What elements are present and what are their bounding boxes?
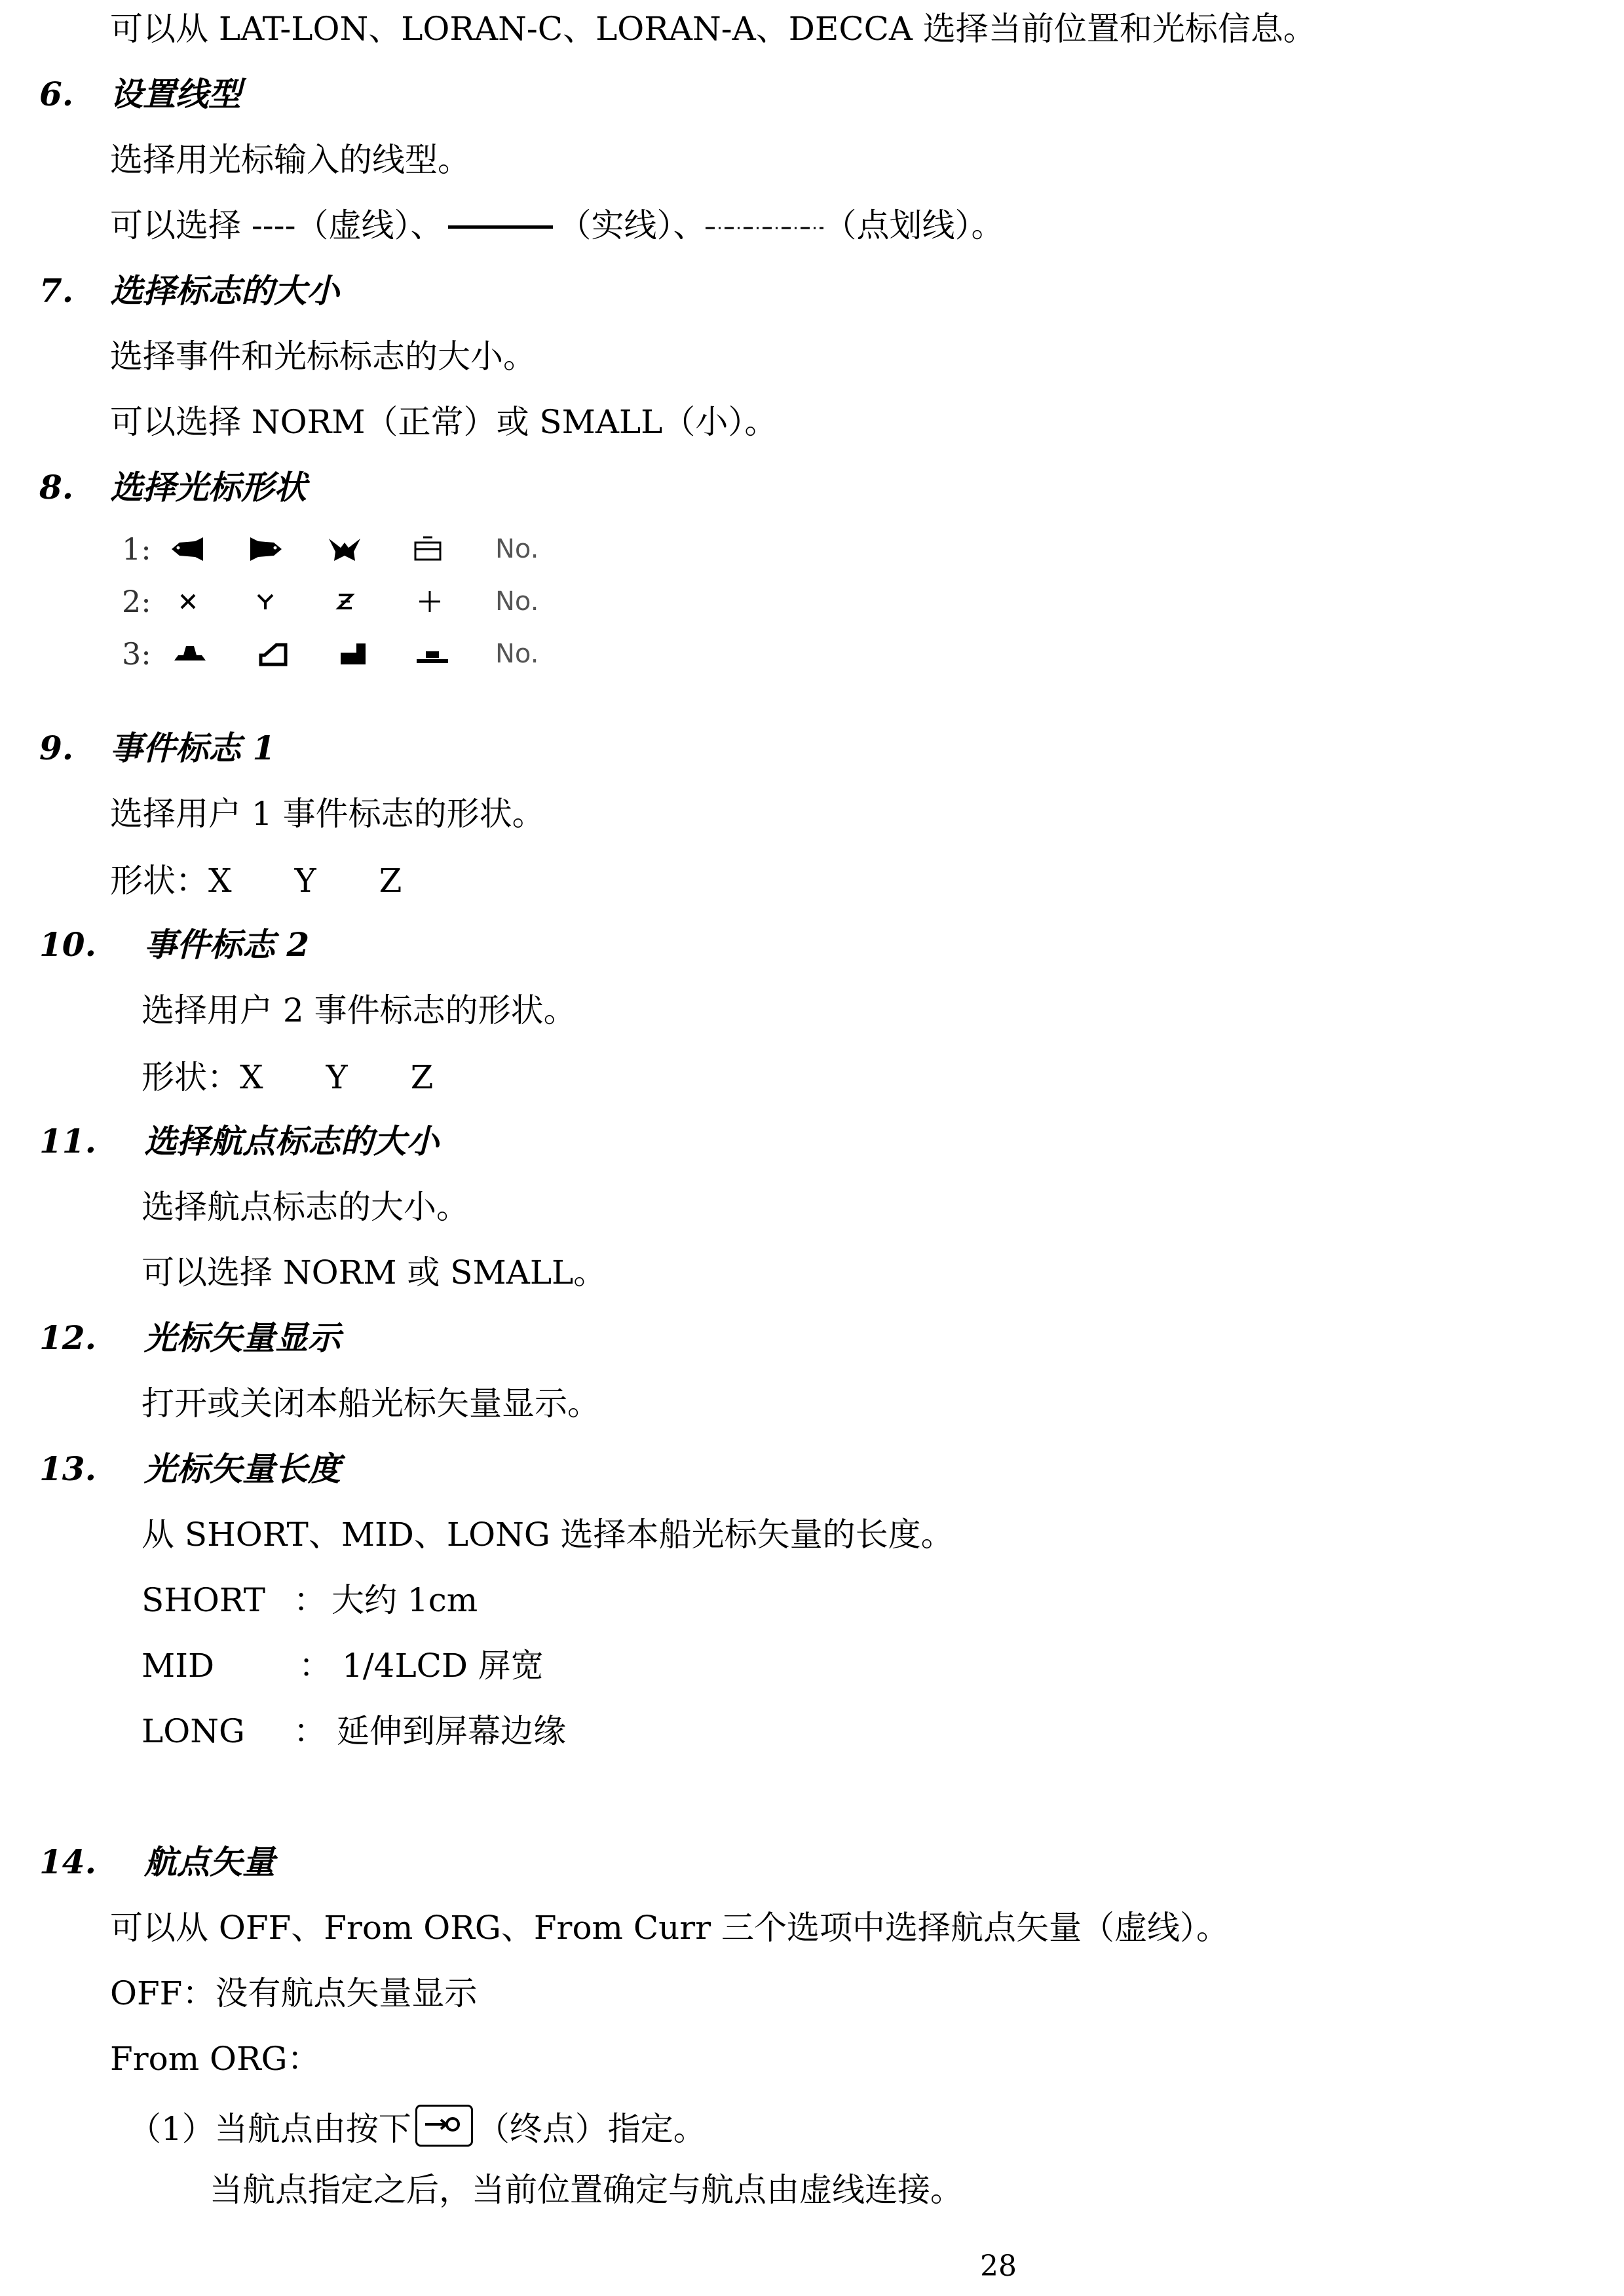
section-title: 光标矢量长度 [144, 1449, 341, 1488]
section-number: 11. [39, 1122, 96, 1160]
item-sep: ： [293, 1712, 326, 1750]
section-title: 光标矢量显示 [144, 1318, 341, 1357]
flag-outline-icon [258, 641, 288, 667]
section-11-heading [39, 1122, 439, 1161]
shape-x: X [208, 862, 232, 900]
cursor-shape-row-1 [122, 529, 580, 569]
s13-item-long [142, 1712, 566, 1751]
shape-x: X [240, 1058, 263, 1096]
shapes-label: 形状： [110, 862, 208, 900]
solid-line-sample [448, 225, 553, 229]
section-title: 设置线型 [110, 75, 241, 113]
item-desc: 大约 1cm [331, 1581, 478, 1619]
box-icon [413, 536, 443, 562]
section-number: 8. [39, 468, 74, 507]
section-14-heading [39, 1843, 275, 1882]
s13-item-mid [142, 1646, 544, 1685]
s6-line1: 选择用光标输入的线型。 [110, 141, 470, 179]
intro-line: 可以从 LAT-LON、LORAN-C、LORAN-A、DECCA 选择当前位置和光标信息。 [110, 10, 1316, 48]
s13-item-short [142, 1580, 478, 1620]
item-key: SHORT [142, 1581, 265, 1619]
shape-z: Z [410, 1058, 434, 1096]
s7-line2: 可以选择 NORM（正常）或 SMALL（小）。 [110, 403, 778, 441]
section-10-heading [39, 925, 310, 965]
flag-solid-icon [338, 641, 368, 667]
section-number: 9. [39, 729, 74, 767]
cursor-shape-row-3 [122, 634, 580, 674]
no-label: No. [495, 639, 539, 669]
step1-text: （1）当航点由按下 [128, 2110, 411, 2148]
section-title: 选择航点标志的大小 [144, 1122, 439, 1160]
step1-end: （终点）指定。 [476, 2110, 706, 2148]
section-number: 12. [39, 1318, 96, 1357]
s11-line2: 可以选择 NORM 或 SMALL。 [142, 1253, 607, 1292]
s6-line2-solid: （实线）、 [558, 206, 706, 244]
bird-icon [326, 536, 363, 562]
no-label: No. [495, 534, 539, 564]
s12-line1: 打开或关闭本船光标矢量显示。 [142, 1385, 600, 1423]
section-number: 13. [39, 1449, 96, 1488]
page-number: 28 [980, 2249, 1017, 2283]
plus-mark-icon [417, 588, 443, 615]
shape-y: Y [294, 862, 316, 900]
section-title: 事件标志 2 [144, 925, 310, 964]
shape-y: Y [326, 1058, 348, 1096]
s14-line2: OFF：没有航点矢量显示 [110, 1974, 478, 2012]
s6-line2-dashdot: （点划线）。 [823, 206, 1004, 244]
shapes-label: 形状： [142, 1058, 240, 1096]
s14-step1-desc: 当航点指定之后，当前位置确定与航点由虚线连接。 [210, 2171, 963, 2209]
s9-shapes [110, 861, 402, 900]
dash-dot-line-sample [706, 225, 823, 231]
item-sep: ： [299, 1647, 331, 1685]
item-key: MID [142, 1647, 215, 1685]
cursor-shape-row-2 [122, 582, 580, 621]
s11-line1: 选择航点标志的大小。 [142, 1188, 469, 1226]
anchor-bar-icon [415, 641, 449, 667]
section-number: 7. [39, 271, 74, 310]
z-mark-icon [335, 588, 355, 615]
section-title: 事件标志 1 [110, 729, 276, 767]
no-label: No. [495, 586, 539, 617]
section-title: 航点矢量 [144, 1843, 275, 1881]
x-mark-icon [178, 588, 198, 615]
shape-z: Z [379, 862, 402, 900]
section-12-heading [39, 1318, 341, 1358]
s7-line1: 选择事件和光标标志的大小。 [110, 337, 536, 375]
s14-line1: 可以从 OFF、From ORG、From Curr 三个选项中选择航点矢量（虚线）。 [110, 1909, 1230, 1947]
section-title: 选择标志的大小 [110, 271, 339, 310]
section-title: 选择光标形状 [110, 468, 307, 507]
s10-line1: 选择用户 2 事件标志的形状。 [142, 991, 576, 1029]
y-mark-icon [255, 588, 275, 615]
s13-line1: 从 SHORT、MID、LONG 选择本船光标矢量的长度。 [142, 1516, 954, 1554]
s6-line2 [110, 206, 1004, 245]
s6-line2-dashed: 可以选择 ----（虚线）、 [110, 206, 444, 244]
section-13-heading [39, 1449, 341, 1489]
section-7-heading [39, 271, 339, 311]
row-label: 3: [122, 636, 151, 672]
s9-line1: 选择用户 1 事件标志的形状。 [110, 795, 545, 833]
section-8-heading [39, 468, 307, 507]
item-sep: ： [293, 1581, 326, 1619]
end-point-key-icon [415, 2105, 473, 2147]
section-number: 10. [39, 925, 96, 964]
s14-step1 [128, 2105, 706, 2149]
row-label: 2: [122, 584, 151, 619]
ship-icon [172, 641, 208, 667]
s14-line3: From ORG： [110, 2040, 320, 2078]
section-9-heading [39, 729, 276, 768]
section-6-heading [39, 75, 241, 114]
fish-right-icon [248, 536, 284, 562]
item-key: LONG [142, 1712, 245, 1750]
fish-left-icon [169, 536, 206, 562]
item-desc: 延伸到屏幕边缘 [337, 1712, 566, 1750]
section-number: 6. [39, 75, 74, 113]
section-number: 14. [39, 1843, 96, 1881]
item-desc: 1/4LCD 屏宽 [342, 1647, 544, 1685]
s10-shapes [142, 1058, 433, 1097]
row-label: 1: [122, 531, 151, 567]
